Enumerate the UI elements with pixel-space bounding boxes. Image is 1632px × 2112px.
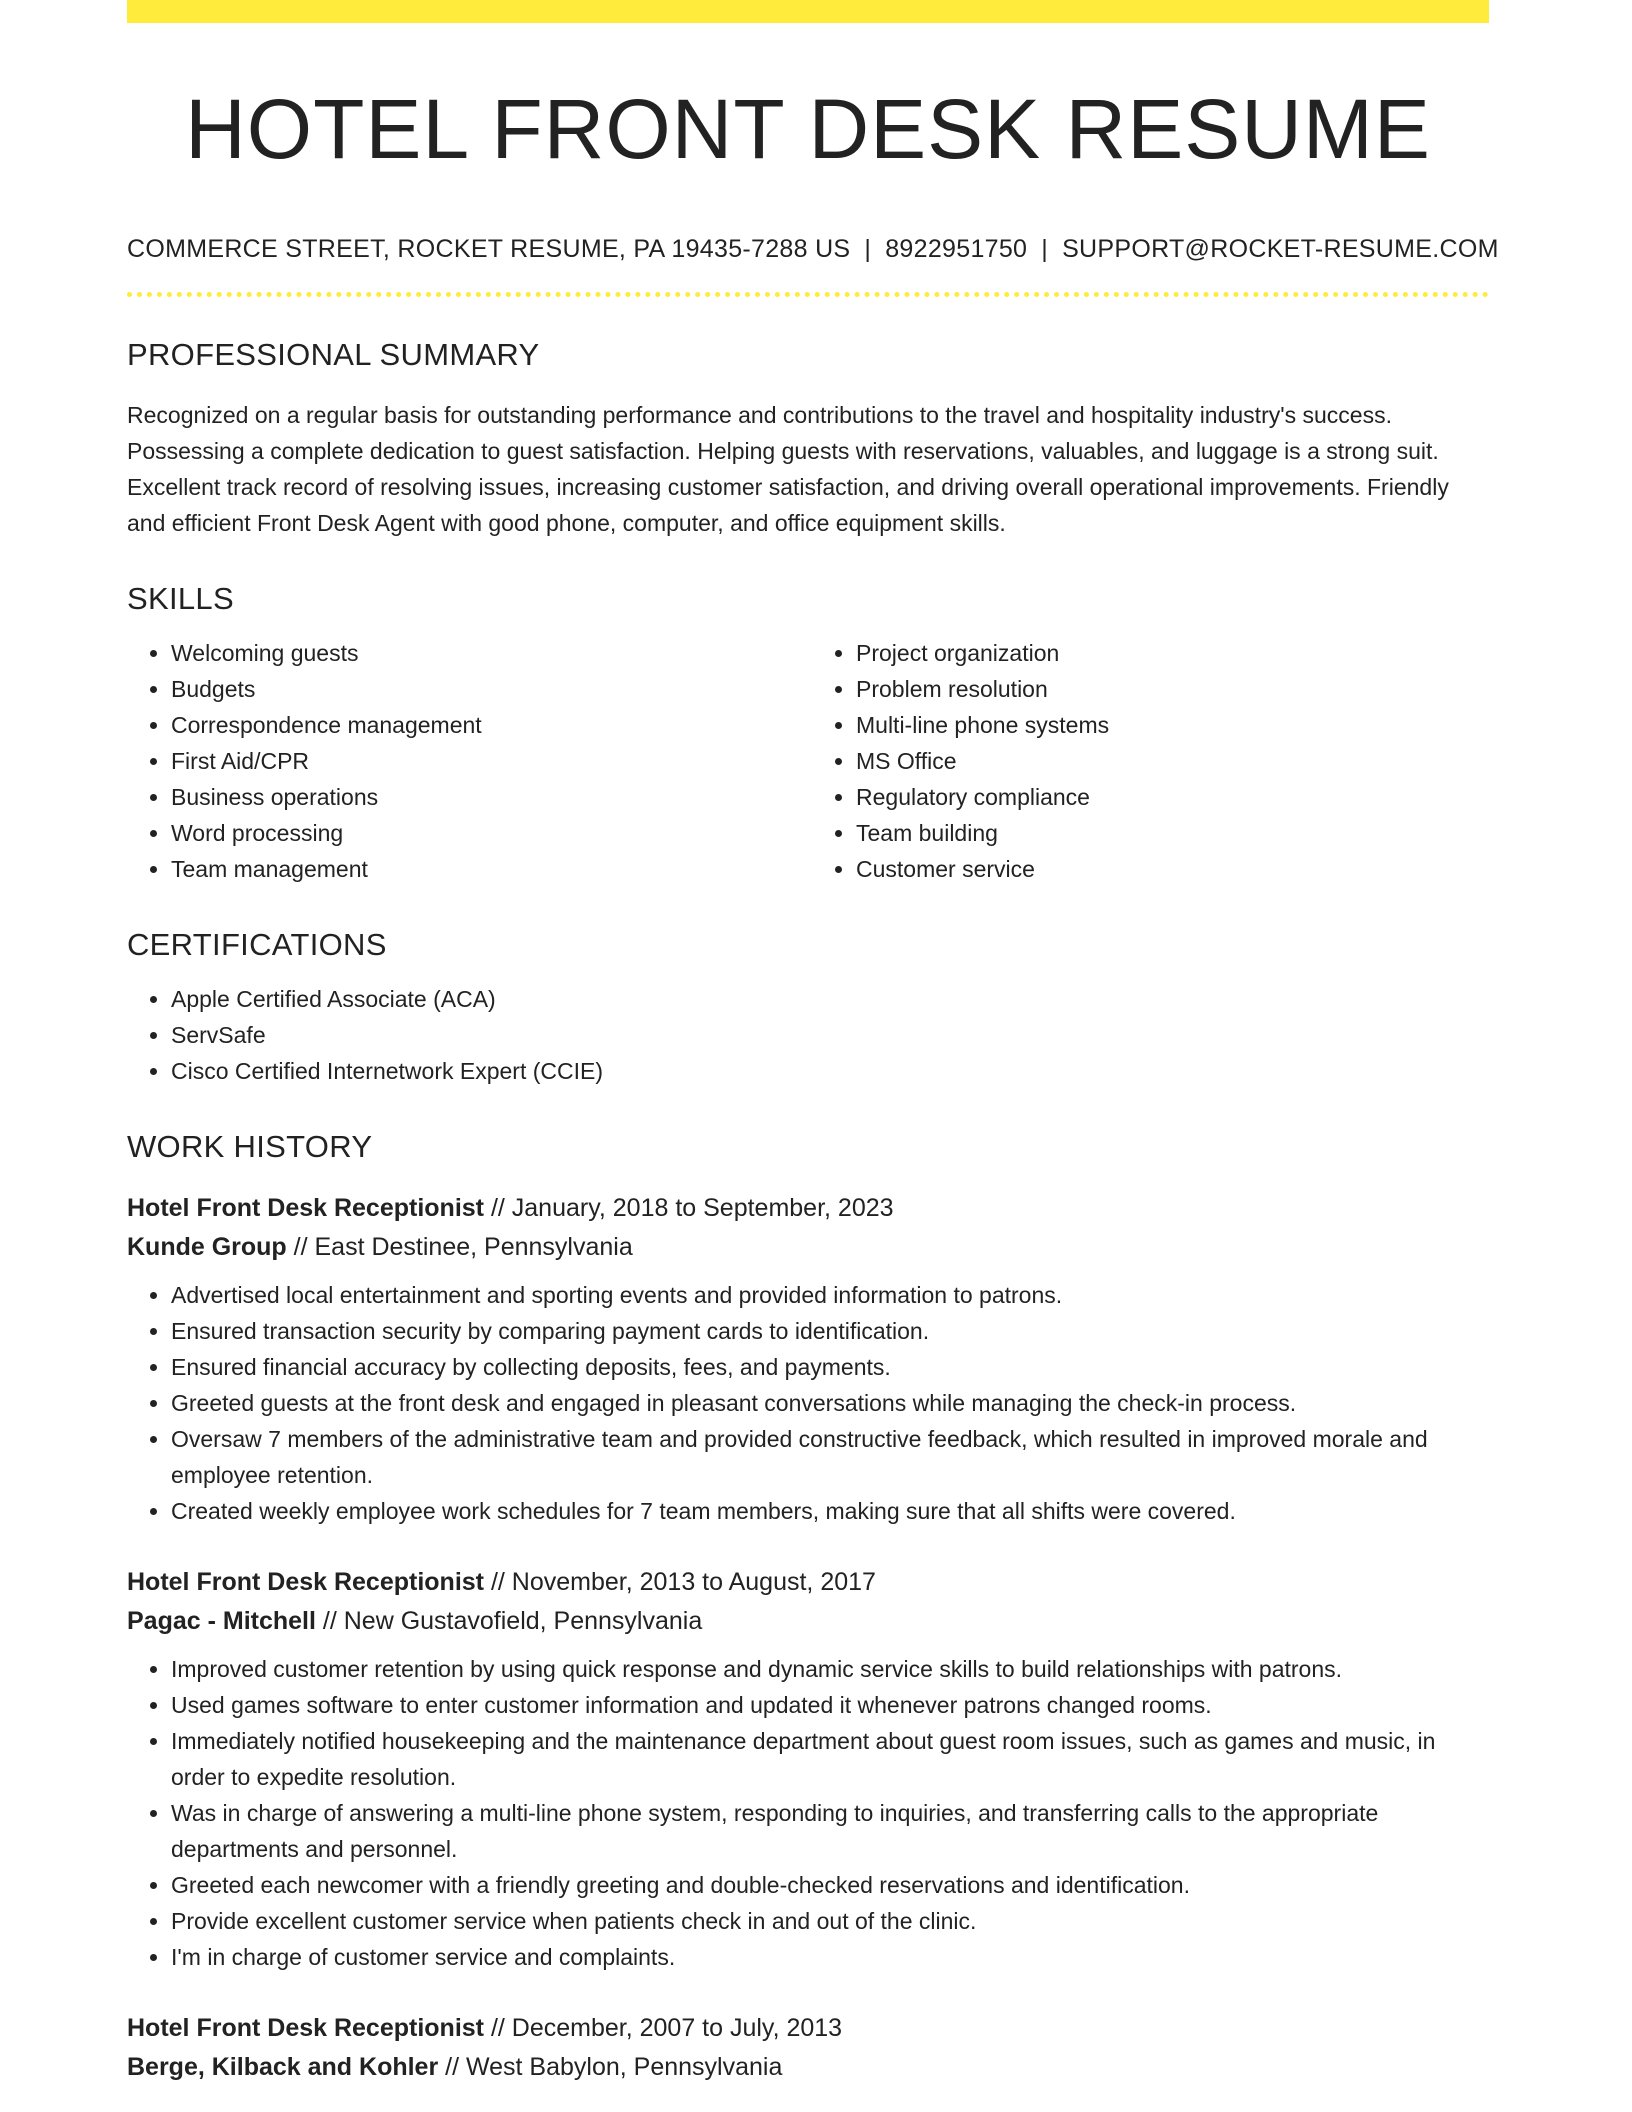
accent-top-bar <box>127 0 1489 23</box>
contact-separator: | <box>864 235 872 264</box>
skill-item: • Customer service <box>856 851 1489 887</box>
job-company: Berge, Kilback and Kohler <box>127 2053 439 2082</box>
job-company: Kunde Group <box>127 1233 287 1262</box>
job-bullet: • Was in charge of answering a multi-line phone system, responding to inquiries, and transferring calls to the appropriate departments and personnel. <box>171 1795 1489 1867</box>
job-title: Hotel Front Desk Receptionist <box>127 2014 484 2043</box>
skill-item: • Budgets <box>171 671 808 707</box>
skill-item: • Word processing <box>171 815 808 851</box>
job-entry <box>127 1563 1489 1975</box>
skill-item: • MS Office <box>856 743 1489 779</box>
job-bullets <box>127 1277 1489 1529</box>
certification-item: • Apple Certified Associate (ACA) <box>171 981 1489 1017</box>
work-history-heading: WORK HISTORY <box>127 1129 373 1165</box>
skills-heading: SKILLS <box>127 581 234 617</box>
job-location: // East Destinee, Pennsylvania <box>286 1233 633 1262</box>
job-title: Hotel Front Desk Receptionist <box>127 1194 484 1223</box>
job-entry <box>127 2009 1489 2087</box>
contact-line <box>127 235 1499 264</box>
job-bullet: • Improved customer retention by using quick response and dynamic service skills to build relationships with patrons. <box>171 1651 1489 1687</box>
skill-item: • Business operations <box>171 779 808 815</box>
job-company-line <box>127 1228 1489 1267</box>
job-bullets <box>127 1651 1489 1975</box>
job-title-line <box>127 1563 1489 1602</box>
job-location: // West Babylon, Pennsylvania <box>438 2053 783 2082</box>
job-dates: // December, 2007 to July, 2013 <box>484 2014 843 2043</box>
skills-list-left <box>127 635 808 887</box>
skill-item: • Correspondence management <box>171 707 808 743</box>
job-bullet: • Advertised local entertainment and sporting events and provided information to patrons. <box>171 1277 1489 1313</box>
job-bullet: • Created weekly employee work schedules for 7 team members, making sure that all shifts were covered. <box>171 1493 1489 1529</box>
skill-item: • Team management <box>171 851 808 887</box>
job-dates: // January, 2018 to September, 2023 <box>484 1194 894 1223</box>
skill-item: • Welcoming guests <box>171 635 808 671</box>
job-bullet: • Greeted each newcomer with a friendly greeting and double-checked reservations and identification. <box>171 1867 1489 1903</box>
skill-item: • Multi-line phone systems <box>856 707 1489 743</box>
summary-heading: PROFESSIONAL SUMMARY <box>127 337 540 373</box>
skills-grid <box>127 635 1489 887</box>
job-bullet: • Oversaw 7 members of the administrative team and provided constructive feedback, which resulted in improved morale and employee retention. <box>171 1421 1489 1493</box>
skill-item: • Project organization <box>856 635 1489 671</box>
certifications-heading: CERTIFICATIONS <box>127 927 387 963</box>
job-entry <box>127 1189 1489 1529</box>
summary-text: Recognized on a regular basis for outstanding performance and contributions to the travel and hospitality industry's success. Possessing a complete dedication to guest satisfaction. Helping guests with reservations, valuables, and luggage is a strong suit. Excellent track record of resolving issues, increasing customer satisfaction, and driving overall operational improvements. Friendly and efficient Front Desk Agent with good phone, computer, and office equipment skills. <box>127 402 1449 537</box>
job-title-line <box>127 2009 1489 2048</box>
job-bullet: • Immediately notified housekeeping and the maintenance department about guest room issues, such as games and music, in order to expedite resolution. <box>171 1723 1489 1795</box>
job-company: Pagac - Mitchell <box>127 1607 316 1636</box>
contact-email: SUPPORT@ROCKET-RESUME.COM <box>1062 235 1499 264</box>
certifications-list <box>127 981 1489 1089</box>
skill-item: • First Aid/CPR <box>171 743 808 779</box>
contact-address: COMMERCE STREET, ROCKET RESUME, PA 19435-7288 US <box>127 235 851 264</box>
contact-phone: 8922951750 <box>885 235 1028 264</box>
certification-item: • Cisco Certified Internetwork Expert (CCIE) <box>171 1053 1489 1089</box>
resume-page <box>127 0 1499 2087</box>
certification-item: • ServSafe <box>171 1017 1489 1053</box>
skill-item: • Regulatory compliance <box>856 779 1489 815</box>
job-bullet: • Used games software to enter customer information and updated it whenever patrons changed rooms. <box>171 1687 1489 1723</box>
resume-title: HOTEL FRONT DESK RESUME <box>185 82 1431 176</box>
job-title: Hotel Front Desk Receptionist <box>127 1568 484 1597</box>
job-title-line <box>127 1189 1489 1228</box>
skill-item: • Team building <box>856 815 1489 851</box>
job-bullet: • Ensured financial accuracy by collecting deposits, fees, and payments. <box>171 1349 1489 1385</box>
job-bullet: • Provide excellent customer service when patients check in and out of the clinic. <box>171 1903 1489 1939</box>
job-company-line <box>127 2048 1489 2087</box>
skills-list-right <box>808 635 1489 887</box>
job-bullet: • I'm in charge of customer service and complaints. <box>171 1939 1489 1975</box>
contact-separator: | <box>1041 235 1049 264</box>
job-company-line <box>127 1602 1489 1641</box>
job-location: // New Gustavofield, Pennsylvania <box>315 1607 703 1636</box>
job-bullet: • Greeted guests at the front desk and engaged in pleasant conversations while managing the check-in process. <box>171 1385 1489 1421</box>
job-bullet: • Ensured transaction security by comparing payment cards to identification. <box>171 1313 1489 1349</box>
job-dates: // November, 2013 to August, 2017 <box>484 1568 876 1597</box>
skill-item: • Problem resolution <box>856 671 1489 707</box>
dotted-divider <box>127 292 1489 297</box>
